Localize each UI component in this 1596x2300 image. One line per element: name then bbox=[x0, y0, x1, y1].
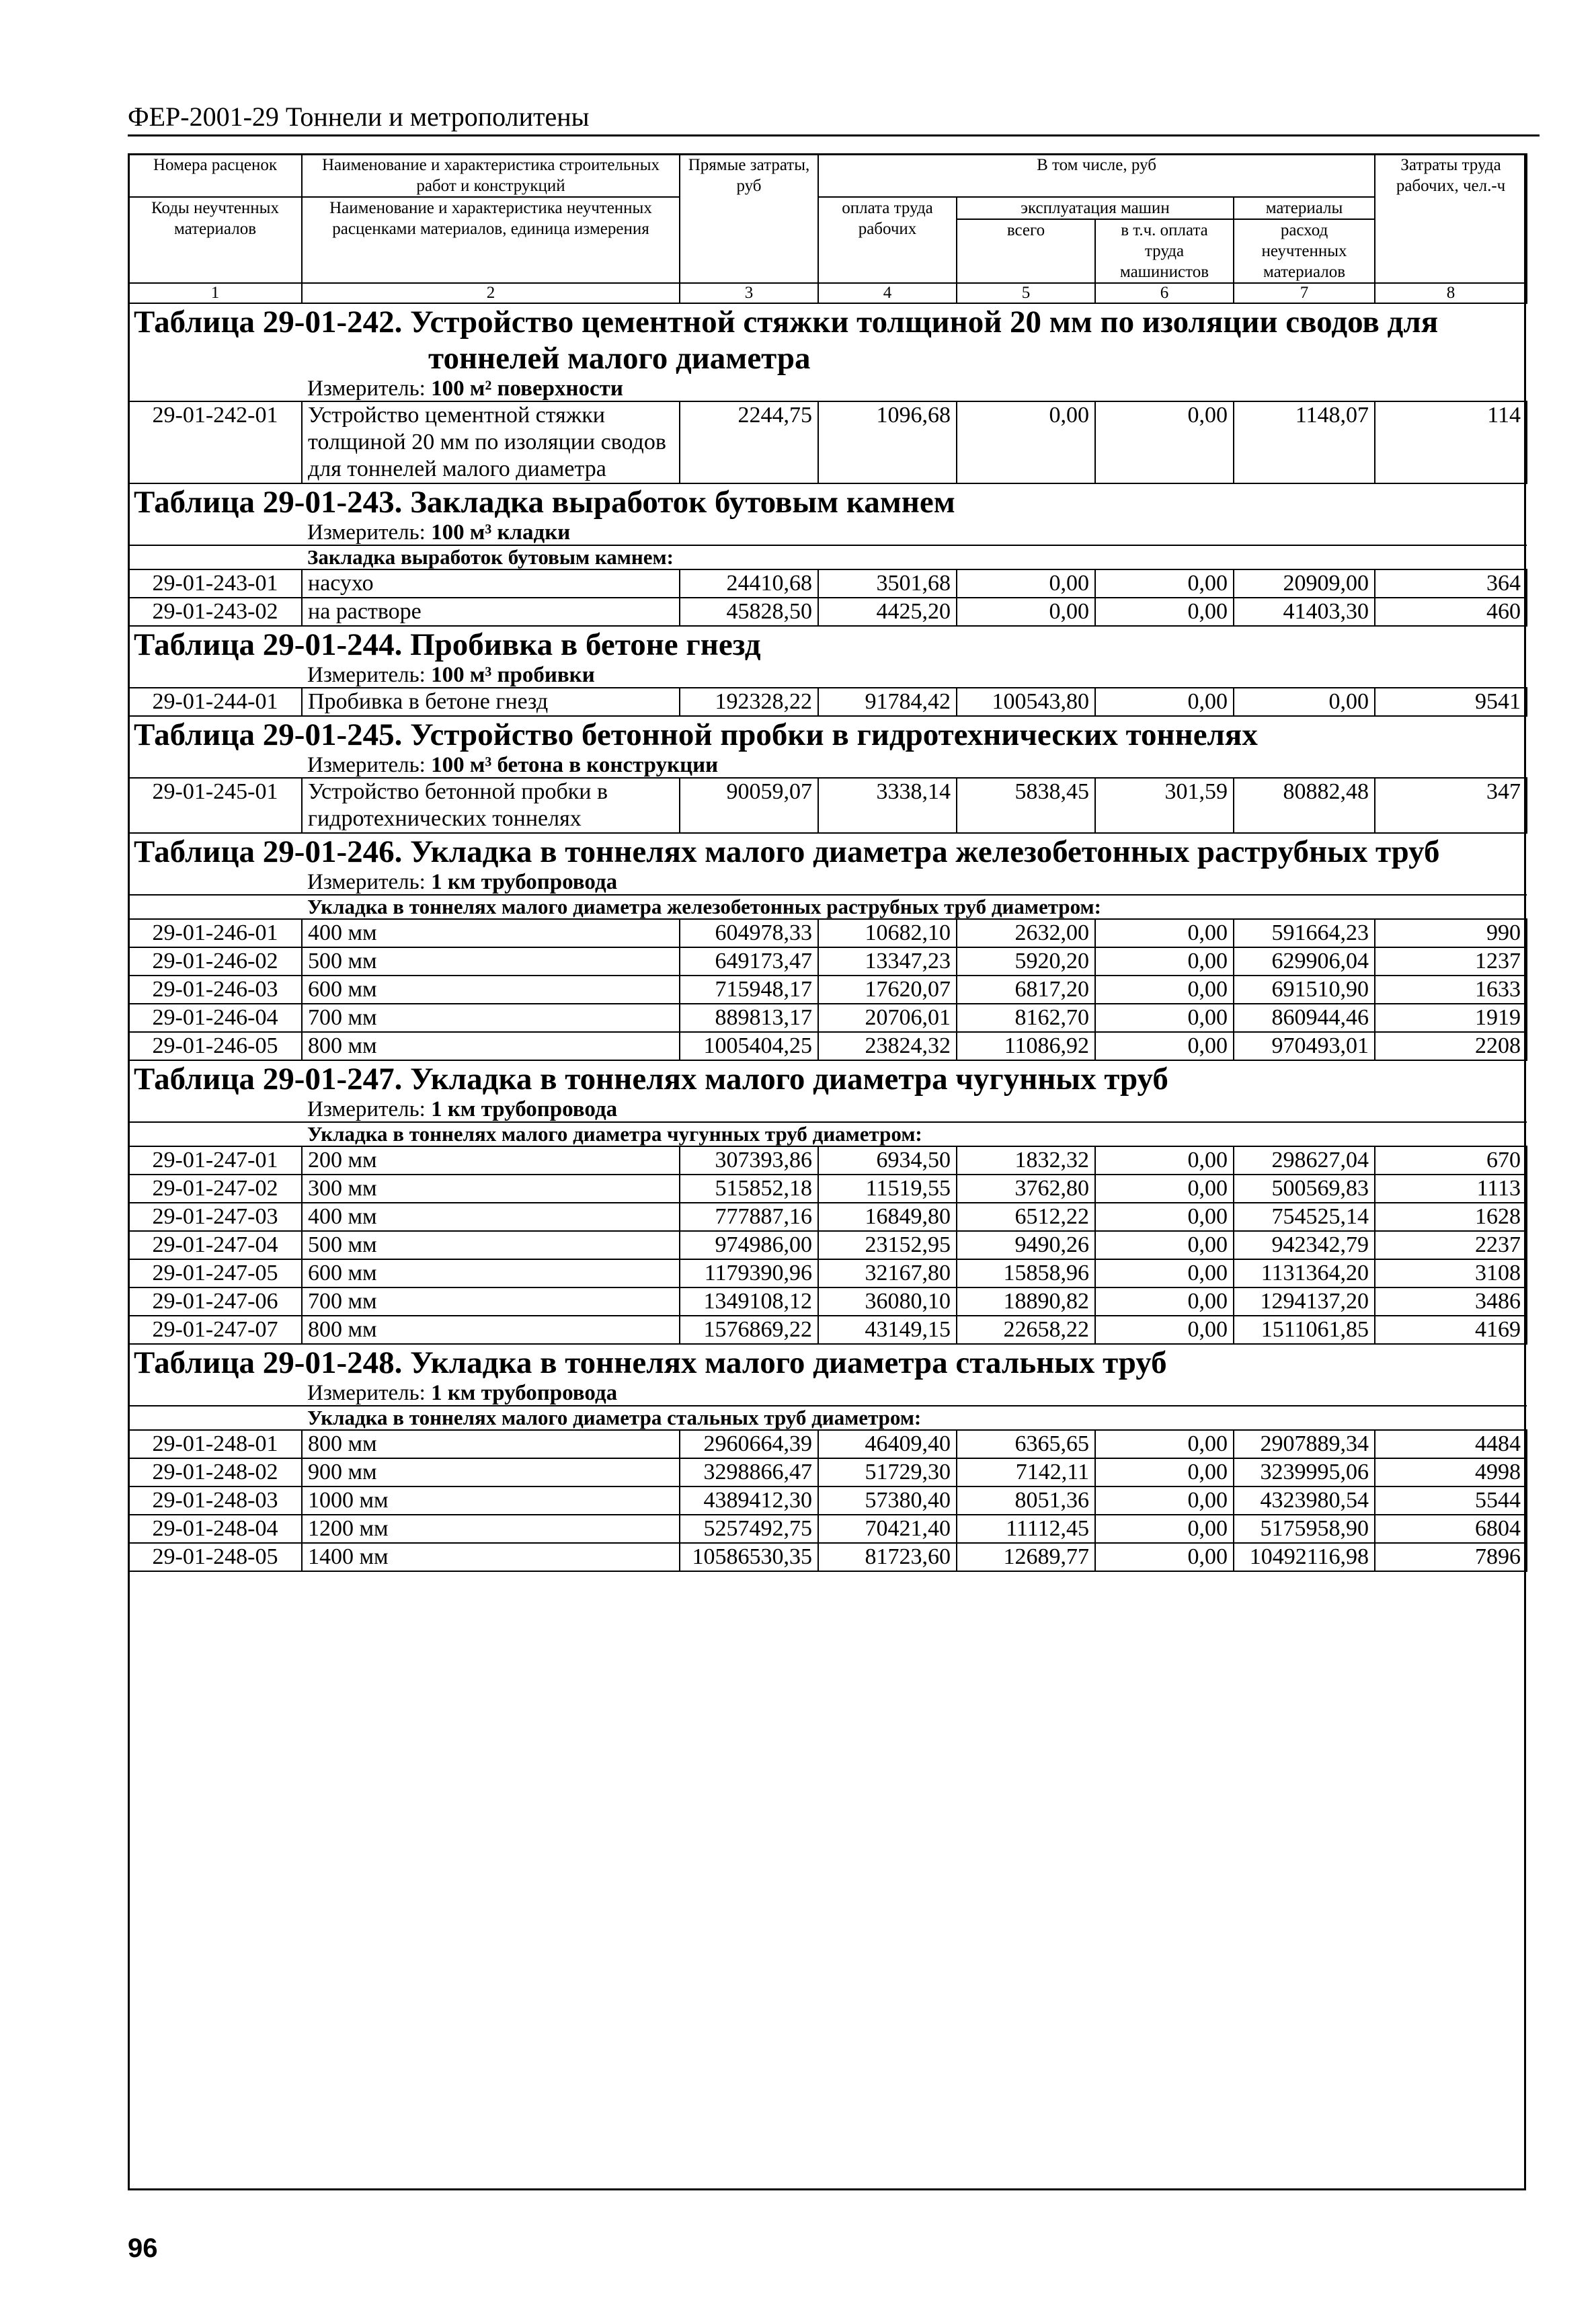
materials-cost: 1148,07 bbox=[1234, 401, 1375, 483]
unit-label: Измеритель: bbox=[307, 1097, 426, 1121]
header-materials: материалы bbox=[1234, 197, 1375, 219]
machine-total: 8051,36 bbox=[957, 1486, 1095, 1515]
direct-costs: 2960664,39 bbox=[680, 1430, 818, 1458]
operators-pay: 0,00 bbox=[1095, 598, 1234, 626]
group-label: Укладка в тоннелях малого диаметра чугунных труб диаметром: bbox=[302, 1122, 1527, 1146]
unit-spacer bbox=[128, 663, 302, 688]
operators-pay: 0,00 bbox=[1095, 1430, 1234, 1458]
unit-value: 100 м² поверхности bbox=[431, 376, 623, 401]
materials-cost: 629906,04 bbox=[1234, 947, 1375, 976]
table-title-row bbox=[128, 1060, 1527, 1097]
machine-total: 5838,45 bbox=[957, 778, 1095, 833]
unit-row bbox=[128, 753, 1527, 778]
operators-pay: 0,00 bbox=[1095, 1316, 1234, 1344]
direct-costs: 3298866,47 bbox=[680, 1458, 818, 1486]
table-row bbox=[128, 1004, 1527, 1032]
rate-code: 29-01-247-03 bbox=[128, 1203, 302, 1231]
unit-label: Измеритель: bbox=[307, 520, 426, 545]
operators-pay: 0,00 bbox=[1095, 688, 1234, 716]
unit-cell bbox=[302, 753, 1527, 778]
work-name: 800 мм bbox=[302, 1430, 680, 1458]
unit-cell bbox=[302, 520, 1527, 545]
table-title: Таблица 29-01-246. Укладка в тоннелях малого диаметра железобетонных раструбных труб bbox=[134, 834, 1440, 869]
operators-pay: 0,00 bbox=[1095, 947, 1234, 976]
machine-total: 100543,80 bbox=[957, 688, 1095, 716]
direct-costs: 1576869,22 bbox=[680, 1316, 818, 1344]
unit-row bbox=[128, 520, 1527, 545]
rate-code: 29-01-247-07 bbox=[128, 1316, 302, 1344]
operators-pay: 0,00 bbox=[1095, 1486, 1234, 1515]
table-row bbox=[128, 1486, 1527, 1515]
direct-costs: 604978,33 bbox=[680, 919, 818, 947]
machine-total: 8162,70 bbox=[957, 1004, 1095, 1032]
header-labor-pay: оплата труда рабочих bbox=[818, 197, 957, 283]
direct-costs: 1005404,25 bbox=[680, 1032, 818, 1060]
materials-cost: 0,00 bbox=[1234, 688, 1375, 716]
operators-pay: 0,00 bbox=[1095, 919, 1234, 947]
operators-pay: 0,00 bbox=[1095, 976, 1234, 1004]
unit-value: 100 м³ кладки bbox=[431, 520, 571, 545]
header-material-codes: Коды неучтенных материалов bbox=[128, 197, 302, 283]
rate-code: 29-01-247-02 bbox=[128, 1175, 302, 1203]
work-name: Устройство бетонной пробки в гидротехнических тоннелях bbox=[302, 778, 680, 833]
materials-cost: 500569,83 bbox=[1234, 1175, 1375, 1203]
operators-pay: 0,00 bbox=[1095, 401, 1234, 483]
materials-cost: 860944,46 bbox=[1234, 1004, 1375, 1032]
group-row bbox=[128, 895, 1527, 919]
direct-costs: 515852,18 bbox=[680, 1175, 818, 1203]
labor-hours: 347 bbox=[1375, 778, 1527, 833]
rate-code: 29-01-248-03 bbox=[128, 1486, 302, 1515]
labor-pay: 43149,15 bbox=[818, 1316, 957, 1344]
operators-pay: 0,00 bbox=[1095, 1287, 1234, 1316]
work-name: 600 мм bbox=[302, 976, 680, 1004]
materials-cost: 2907889,34 bbox=[1234, 1430, 1375, 1458]
rate-code: 29-01-246-01 bbox=[128, 919, 302, 947]
rate-code: 29-01-246-04 bbox=[128, 1004, 302, 1032]
labor-hours: 670 bbox=[1375, 1146, 1527, 1175]
machine-total: 6817,20 bbox=[957, 976, 1095, 1004]
unit-label: Измеритель: bbox=[307, 870, 426, 894]
labor-pay: 13347,23 bbox=[818, 947, 957, 976]
operators-pay: 0,00 bbox=[1095, 1175, 1234, 1203]
col-number: 6 bbox=[1095, 283, 1234, 303]
machine-total: 9490,26 bbox=[957, 1231, 1095, 1259]
labor-pay: 11519,55 bbox=[818, 1175, 957, 1203]
materials-cost: 10492116,98 bbox=[1234, 1543, 1375, 1571]
table-title: Таблица 29-01-243. Закладка выработок бутовым камнем bbox=[134, 485, 955, 520]
operators-pay: 0,00 bbox=[1095, 1146, 1234, 1175]
work-name: 700 мм bbox=[302, 1004, 680, 1032]
rate-code: 29-01-247-05 bbox=[128, 1259, 302, 1287]
table-row bbox=[128, 1287, 1527, 1316]
header-unaccounted: расход неучтенных материалов bbox=[1234, 219, 1375, 283]
machine-total: 2632,00 bbox=[957, 919, 1095, 947]
work-name: 200 мм bbox=[302, 1146, 680, 1175]
header-total: всего bbox=[957, 219, 1095, 283]
col-number: 1 bbox=[128, 283, 302, 303]
labor-pay: 10682,10 bbox=[818, 919, 957, 947]
table-row bbox=[128, 1316, 1527, 1344]
labor-pay: 3501,68 bbox=[818, 569, 957, 598]
table-row bbox=[128, 688, 1527, 716]
page-number: 96 bbox=[128, 2233, 158, 2263]
labor-hours: 4169 bbox=[1375, 1316, 1527, 1344]
labor-pay: 17620,07 bbox=[818, 976, 957, 1004]
table-row bbox=[128, 1543, 1527, 1571]
direct-costs: 1179390,96 bbox=[680, 1259, 818, 1287]
machine-total: 0,00 bbox=[957, 569, 1095, 598]
rate-code: 29-01-248-01 bbox=[128, 1430, 302, 1458]
rate-code: 29-01-246-02 bbox=[128, 947, 302, 976]
direct-costs: 10586530,35 bbox=[680, 1543, 818, 1571]
direct-costs: 192328,22 bbox=[680, 688, 818, 716]
group-spacer bbox=[128, 1122, 302, 1146]
labor-hours: 9541 bbox=[1375, 688, 1527, 716]
materials-cost: 20909,00 bbox=[1234, 569, 1375, 598]
machine-total: 12689,77 bbox=[957, 1543, 1095, 1571]
labor-hours: 114 bbox=[1375, 401, 1527, 483]
labor-hours: 1237 bbox=[1375, 947, 1527, 976]
direct-costs: 2244,75 bbox=[680, 401, 818, 483]
labor-hours: 990 bbox=[1375, 919, 1527, 947]
labor-pay: 6934,50 bbox=[818, 1146, 957, 1175]
direct-costs: 307393,86 bbox=[680, 1146, 818, 1175]
labor-hours: 4484 bbox=[1375, 1430, 1527, 1458]
rate-code: 29-01-245-01 bbox=[128, 778, 302, 833]
operators-pay: 0,00 bbox=[1095, 1458, 1234, 1486]
unit-spacer bbox=[128, 753, 302, 778]
direct-costs: 889813,17 bbox=[680, 1004, 818, 1032]
labor-hours: 1628 bbox=[1375, 1203, 1527, 1231]
materials-cost: 1511061,85 bbox=[1234, 1316, 1375, 1344]
header-machine-ops: эксплуатация машин bbox=[957, 197, 1234, 219]
machine-total: 11086,92 bbox=[957, 1032, 1095, 1060]
work-name: 300 мм bbox=[302, 1175, 680, 1203]
table-row bbox=[128, 1515, 1527, 1543]
rate-code: 29-01-242-01 bbox=[128, 401, 302, 483]
rate-code: 29-01-247-01 bbox=[128, 1146, 302, 1175]
table-title-row bbox=[128, 303, 1527, 376]
unit-spacer bbox=[128, 870, 302, 895]
table-row bbox=[128, 401, 1527, 483]
work-name: Устройство цементной стяжки толщиной 20 мм по изоляции сводов для тоннелей малого диаметра bbox=[302, 401, 680, 483]
unit-label: Измеритель: bbox=[307, 663, 426, 687]
work-name: 1000 мм bbox=[302, 1486, 680, 1515]
labor-hours: 1919 bbox=[1375, 1004, 1527, 1032]
machine-total: 22658,22 bbox=[957, 1316, 1095, 1344]
machine-total: 5920,20 bbox=[957, 947, 1095, 976]
rate-code: 29-01-247-04 bbox=[128, 1231, 302, 1259]
machine-total: 6512,22 bbox=[957, 1203, 1095, 1231]
labor-hours: 1113 bbox=[1375, 1175, 1527, 1203]
col-number: 5 bbox=[957, 283, 1095, 303]
materials-cost: 298627,04 bbox=[1234, 1146, 1375, 1175]
work-name: 500 мм bbox=[302, 947, 680, 976]
labor-pay: 23152,95 bbox=[818, 1231, 957, 1259]
materials-cost: 80882,48 bbox=[1234, 778, 1375, 833]
table-row bbox=[128, 1175, 1527, 1203]
materials-cost: 5175958,90 bbox=[1234, 1515, 1375, 1543]
table-title-cell bbox=[128, 1060, 1527, 1097]
materials-cost: 970493,01 bbox=[1234, 1032, 1375, 1060]
col-number: 8 bbox=[1375, 283, 1527, 303]
work-name: насухо bbox=[302, 569, 680, 598]
operators-pay: 0,00 bbox=[1095, 1231, 1234, 1259]
unit-cell bbox=[302, 376, 1527, 401]
materials-cost: 691510,90 bbox=[1234, 976, 1375, 1004]
machine-total: 15858,96 bbox=[957, 1259, 1095, 1287]
direct-costs: 1349108,12 bbox=[680, 1287, 818, 1316]
table-title-continued: тоннелей малого диаметра bbox=[428, 341, 811, 376]
col-number: 2 bbox=[302, 283, 680, 303]
table-row bbox=[128, 1231, 1527, 1259]
work-name: на растворе bbox=[302, 598, 680, 626]
materials-cost: 942342,79 bbox=[1234, 1231, 1375, 1259]
table-title: Таблица 29-01-244. Пробивка в бетоне гнезд bbox=[134, 627, 761, 662]
labor-pay: 81723,60 bbox=[818, 1543, 957, 1571]
machine-total: 0,00 bbox=[957, 598, 1095, 626]
unit-cell bbox=[302, 870, 1527, 895]
table-row bbox=[128, 569, 1527, 598]
direct-costs: 4389412,30 bbox=[680, 1486, 818, 1515]
labor-pay: 32167,80 bbox=[818, 1259, 957, 1287]
operators-pay: 0,00 bbox=[1095, 1515, 1234, 1543]
work-name: 800 мм bbox=[302, 1032, 680, 1060]
labor-hours: 2237 bbox=[1375, 1231, 1527, 1259]
work-name: 500 мм bbox=[302, 1231, 680, 1259]
rate-code: 29-01-248-04 bbox=[128, 1515, 302, 1543]
operators-pay: 301,59 bbox=[1095, 778, 1234, 833]
unit-value: 100 м³ бетона в конструкции bbox=[431, 753, 719, 777]
operators-pay: 0,00 bbox=[1095, 1004, 1234, 1032]
direct-costs: 649173,47 bbox=[680, 947, 818, 976]
table-title: Таблица 29-01-245. Устройство бетонной пробки в гидротехнических тоннелях bbox=[134, 717, 1258, 752]
table-row bbox=[128, 947, 1527, 976]
direct-costs: 5257492,75 bbox=[680, 1515, 818, 1543]
operators-pay: 0,00 bbox=[1095, 1259, 1234, 1287]
labor-pay: 16849,80 bbox=[818, 1203, 957, 1231]
labor-pay: 3338,14 bbox=[818, 778, 957, 833]
unit-row bbox=[128, 1097, 1527, 1122]
group-spacer bbox=[128, 1406, 302, 1430]
table-row bbox=[128, 1430, 1527, 1458]
direct-costs: 974986,00 bbox=[680, 1231, 818, 1259]
work-name: 400 мм bbox=[302, 919, 680, 947]
unit-label: Измеритель: bbox=[307, 1381, 426, 1405]
rate-code: 29-01-243-02 bbox=[128, 598, 302, 626]
labor-hours: 3108 bbox=[1375, 1259, 1527, 1287]
unit-label: Измеритель: bbox=[307, 753, 426, 777]
header-including: В том числе, руб bbox=[818, 154, 1375, 197]
operators-pay: 0,00 bbox=[1095, 1543, 1234, 1571]
unit-row bbox=[128, 1381, 1527, 1406]
work-name: 700 мм bbox=[302, 1287, 680, 1316]
labor-hours: 460 bbox=[1375, 598, 1527, 626]
operators-pay: 0,00 bbox=[1095, 1203, 1234, 1231]
header-direct-costs: Прямые затраты, руб bbox=[680, 154, 818, 283]
labor-hours: 5544 bbox=[1375, 1486, 1527, 1515]
direct-costs: 90059,07 bbox=[680, 778, 818, 833]
unit-spacer bbox=[128, 1097, 302, 1122]
table-row bbox=[128, 1458, 1527, 1486]
labor-hours: 2208 bbox=[1375, 1032, 1527, 1060]
unit-row bbox=[128, 376, 1527, 401]
group-row bbox=[128, 1122, 1527, 1146]
labor-hours: 7896 bbox=[1375, 1543, 1527, 1571]
table-title-row bbox=[128, 833, 1527, 870]
materials-cost: 3239995,06 bbox=[1234, 1458, 1375, 1486]
table-row bbox=[128, 778, 1527, 833]
operators-pay: 0,00 bbox=[1095, 569, 1234, 598]
rate-code: 29-01-246-03 bbox=[128, 976, 302, 1004]
running-head: ФЕР-2001-29 Тоннели и метрополитены bbox=[128, 101, 1540, 136]
rate-code: 29-01-247-06 bbox=[128, 1287, 302, 1316]
unit-row bbox=[128, 870, 1527, 895]
materials-cost: 4323980,54 bbox=[1234, 1486, 1375, 1515]
direct-costs: 715948,17 bbox=[680, 976, 818, 1004]
labor-hours: 4998 bbox=[1375, 1458, 1527, 1486]
work-name: 600 мм bbox=[302, 1259, 680, 1287]
labor-hours: 3486 bbox=[1375, 1287, 1527, 1316]
labor-pay: 20706,01 bbox=[818, 1004, 957, 1032]
table-row bbox=[128, 1203, 1527, 1231]
table-title-cell bbox=[128, 716, 1527, 753]
rates-table bbox=[128, 153, 1527, 1572]
unit-spacer bbox=[128, 520, 302, 545]
rate-code: 29-01-248-02 bbox=[128, 1458, 302, 1486]
table-title-row bbox=[128, 1344, 1527, 1381]
labor-pay: 51729,30 bbox=[818, 1458, 957, 1486]
header-rate-numbers: Номера расценок bbox=[128, 154, 302, 197]
materials-cost: 41403,30 bbox=[1234, 598, 1375, 626]
unit-row bbox=[128, 663, 1527, 688]
table-title-cell bbox=[128, 626, 1527, 663]
table-header bbox=[128, 154, 1527, 303]
labor-hours: 364 bbox=[1375, 569, 1527, 598]
group-row bbox=[128, 1406, 1527, 1430]
table-row bbox=[128, 1259, 1527, 1287]
table-row bbox=[128, 1146, 1527, 1175]
table-title-row bbox=[128, 483, 1527, 520]
rate-code: 29-01-244-01 bbox=[128, 688, 302, 716]
table-title-row bbox=[128, 626, 1527, 663]
unit-spacer bbox=[128, 1381, 302, 1406]
direct-costs: 45828,50 bbox=[680, 598, 818, 626]
table-row bbox=[128, 976, 1527, 1004]
header-material-name: Наименование и характеристика неучтенных расценками материалов, единица измерения bbox=[302, 197, 680, 283]
labor-pay: 70421,40 bbox=[818, 1515, 957, 1543]
machine-total: 6365,65 bbox=[957, 1430, 1095, 1458]
unit-value: 1 км трубопровода bbox=[431, 1097, 618, 1121]
table-body bbox=[128, 303, 1527, 1571]
work-name: 1400 мм bbox=[302, 1543, 680, 1571]
col-number: 7 bbox=[1234, 283, 1375, 303]
labor-pay: 23824,32 bbox=[818, 1032, 957, 1060]
operators-pay: 0,00 bbox=[1095, 1032, 1234, 1060]
group-label: Укладка в тоннелях малого диаметра стальных труб диаметром: bbox=[302, 1406, 1527, 1430]
unit-cell bbox=[302, 1381, 1527, 1406]
labor-pay: 36080,10 bbox=[818, 1287, 957, 1316]
unit-value: 1 км трубопровода bbox=[431, 1381, 618, 1405]
rate-code: 29-01-248-05 bbox=[128, 1543, 302, 1571]
machine-total: 0,00 bbox=[957, 401, 1095, 483]
work-name: Пробивка в бетоне гнезд bbox=[302, 688, 680, 716]
work-name: 400 мм bbox=[302, 1203, 680, 1231]
table-title-cell bbox=[128, 833, 1527, 870]
machine-total: 11112,45 bbox=[957, 1515, 1095, 1543]
unit-cell bbox=[302, 1097, 1527, 1122]
materials-cost: 1294137,20 bbox=[1234, 1287, 1375, 1316]
table-row bbox=[128, 919, 1527, 947]
table-title-row bbox=[128, 716, 1527, 753]
materials-cost: 754525,14 bbox=[1234, 1203, 1375, 1231]
labor-pay: 46409,40 bbox=[818, 1430, 957, 1458]
materials-cost: 1131364,20 bbox=[1234, 1259, 1375, 1287]
machine-total: 3762,80 bbox=[957, 1175, 1095, 1203]
header-labor-costs: Затраты труда рабочих, чел.-ч bbox=[1375, 154, 1527, 283]
work-name: 1200 мм bbox=[302, 1515, 680, 1543]
materials-cost: 591664,23 bbox=[1234, 919, 1375, 947]
rate-code: 29-01-246-05 bbox=[128, 1032, 302, 1060]
group-spacer bbox=[128, 545, 302, 569]
table-title: Таблица 29-01-248. Укладка в тоннелях малого диаметра стальных труб bbox=[134, 1345, 1167, 1380]
machine-total: 1832,32 bbox=[957, 1146, 1095, 1175]
labor-hours: 1633 bbox=[1375, 976, 1527, 1004]
table-title-cell bbox=[128, 1344, 1527, 1381]
group-label: Закладка выработок бутовым камнем: bbox=[302, 545, 1527, 569]
labor-pay: 91784,42 bbox=[818, 688, 957, 716]
table-title: Таблица 29-01-242. Устройство цементной стяжки толщиной 20 мм по изоляции сводов для bbox=[134, 305, 1439, 340]
table-title: Таблица 29-01-247. Укладка в тоннелях малого диаметра чугунных труб bbox=[134, 1062, 1168, 1097]
table-title-cell bbox=[128, 483, 1527, 520]
table-row bbox=[128, 1032, 1527, 1060]
direct-costs: 777887,16 bbox=[680, 1203, 818, 1231]
unit-label: Измеритель: bbox=[307, 376, 426, 401]
direct-costs: 24410,68 bbox=[680, 569, 818, 598]
labor-pay: 1096,68 bbox=[818, 401, 957, 483]
table-title-cell bbox=[128, 303, 1527, 376]
group-label: Укладка в тоннелях малого диаметра железобетонных раструбных труб диаметром: bbox=[302, 895, 1527, 919]
col-number: 4 bbox=[818, 283, 957, 303]
group-row bbox=[128, 545, 1527, 569]
machine-total: 7142,11 bbox=[957, 1458, 1095, 1486]
labor-hours: 6804 bbox=[1375, 1515, 1527, 1543]
unit-value: 100 м³ пробивки bbox=[431, 663, 595, 687]
work-name: 800 мм bbox=[302, 1316, 680, 1344]
group-spacer bbox=[128, 895, 302, 919]
table-row bbox=[128, 598, 1527, 626]
unit-spacer bbox=[128, 376, 302, 401]
rate-code: 29-01-243-01 bbox=[128, 569, 302, 598]
header-incl-operators: в т.ч. оплата труда машинистов bbox=[1095, 219, 1234, 283]
header-work-name: Наименование и характеристика строительных работ и конструкций bbox=[302, 154, 680, 197]
labor-pay: 4425,20 bbox=[818, 598, 957, 626]
labor-pay: 57380,40 bbox=[818, 1486, 957, 1515]
work-name: 900 мм bbox=[302, 1458, 680, 1486]
col-number: 3 bbox=[680, 283, 818, 303]
machine-total: 18890,82 bbox=[957, 1287, 1095, 1316]
unit-value: 1 км трубопровода bbox=[431, 870, 618, 894]
unit-cell bbox=[302, 663, 1527, 688]
